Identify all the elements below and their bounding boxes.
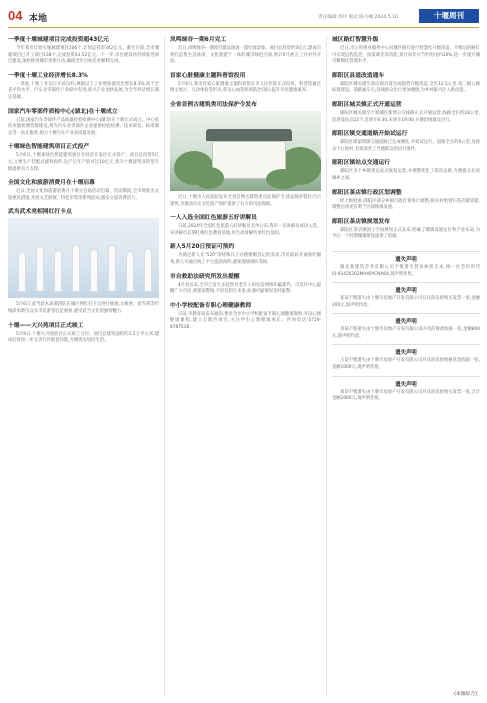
page-number: 04	[8, 8, 23, 23]
article-headline: 郧阳区镇交通道路开始试运行	[332, 131, 408, 138]
notice-body: 张某不慎遗失由十堰市房地产开发有限公司开具的房屋购买发票一张,金额200元,现声明作废。	[332, 296, 480, 308]
article-body: 5月9日,十堰大兴苑项目正式竣工交付。项目总建筑面积约1.2万平方米,建成后将进一步完善片区配套功能,方便周边居民生活。	[8, 331, 159, 344]
dancer-figure	[18, 252, 26, 292]
article-headline: 一季度十堰城建项目完成投资超43亿元	[8, 37, 109, 43]
article-headline: 武当武术亮相网红打卡点	[8, 209, 72, 216]
article	[332, 130, 480, 153]
article-body: 郧阳区城关镇至十堰城区新增公交线路正式开通运营,线路全长约18公里,沿途设站点22个,首班车6:30,末班车19:00,方便沿线群众出行。	[332, 110, 480, 123]
article-body: 郧阳区城关镇至茶店镇县道完成提档升级改造,全长12.5公里,按二级公路标准建设。道路通车后,沿线群众出行更加便捷,为乡村振兴注入新动能。	[332, 81, 480, 94]
article	[332, 72, 480, 95]
article-headline: 郧阳区茶店镇规划发布	[332, 218, 390, 225]
article-body: 郧阳区茶店镇国土空间规划正式发布,明确了城镇发展定位和产业布局,为今后一个时期城镇建设提供了依据。	[332, 227, 480, 240]
article	[332, 101, 480, 124]
page-source-note: (本版综合)	[454, 692, 477, 697]
article	[170, 302, 321, 332]
dancer-figure	[144, 248, 152, 292]
article-headline: 十堰绿色智能建筑项目正式投产	[8, 144, 90, 151]
article	[170, 273, 321, 296]
article-body: 近日,市公用事业服务中心对城区路灯进行智慧化升级改造。升级后的路灯可实现远程监控、按需调光等功能,预计每年可节约用电约20%,进一步提升城市精细化管理水平。	[332, 46, 480, 65]
article-headline: 首家心脏健康主题科普馆投用	[170, 72, 246, 79]
article-headline: 国家汽车零部件质检中心(湖北)在十堰成立	[8, 108, 118, 115]
notice-title: 遗失声明	[395, 381, 417, 388]
article-headline: 郧阳区县道改造通车	[332, 72, 385, 79]
article-headline: 一季度十堰工业经济增长8.3%	[8, 72, 88, 79]
article	[170, 72, 321, 95]
notice-body: 李某不慎遗失由十堰市房地产开发有限公司开具的收款收据一张,金额800元,现声明作废。	[332, 327, 480, 339]
article-body: 一季度,十堰工业运行开局良好,规模以上工业增加值同比增长8.3%,高于全省平均水平。汽车及零部件产业稳中有进,新兴产业加快发展,为全年经济增长奠定基础。	[8, 81, 159, 100]
notice-body: 刘某不慎遗失由十堰市房地产开发有限公司开具的房屋购买发票一张,合计金额2000元,现声明作废。	[332, 389, 480, 402]
editor-credits: 责任编辑:李玲 版式:陈小楠 2024.5.10	[318, 15, 398, 20]
dancers-photo	[8, 218, 159, 298]
article-headline: 郧阳区镇站点交通运行	[332, 160, 390, 167]
column-divider	[326, 36, 327, 697]
article-body: 近日,凤鸣绿谷一期项目建设现场一派忙碌景象。项目总投资约3亿元,建成后将打造集生态休闲、文化旅游于一体的城市绿色空间,预计6月底完工并对外开放。	[170, 46, 321, 65]
column-left	[8, 36, 159, 703]
dancer-figure	[126, 251, 134, 292]
article-body: 为满足新人在"520"等特殊日子办理婚姻登记的需求,市民政局开通预约服务,新人可通过线上平台提前预约,避免现场排队等候。	[170, 253, 321, 265]
notice-title: 遗失声明	[395, 256, 417, 263]
article	[332, 159, 480, 182]
article-body: 今年我市计划实施城建项目206个,计划总投资342亿元。截至目前,全市城建项目已开工项目138个,完成投资43.52亿元。下一步,市住建局将持续推进项目建设,加快推进城市更新行动,确保全年目标任务顺利完成。	[8, 46, 159, 65]
article	[8, 108, 159, 138]
tree	[266, 169, 300, 189]
notice-title: 遗失声明	[395, 319, 417, 326]
article-body: 4月份以来,全市已发生多起涉及老年人的电信网络诈骗案件。市反诈中心提醒广大市民,要提高警惕,不轻信陌生来电,如遇可疑情况及时报警。	[170, 282, 321, 295]
newspaper-logo: 十堰周刊	[419, 9, 479, 23]
article-body: 经上级批准,郧阳区部分乡镇行政区划进行调整,相关村组划归茶店镇管辖,调整后将更有利于区域统筹发展。	[332, 198, 480, 211]
article	[8, 36, 159, 66]
notice-title: 遗失声明	[395, 350, 417, 357]
lost-notice	[332, 282, 480, 309]
article-headline: 十堰——大兴苑项目正式竣工	[8, 322, 84, 329]
article	[332, 189, 480, 212]
article	[170, 101, 321, 208]
ancient-building-photo	[170, 111, 321, 191]
column-divider	[164, 36, 165, 697]
article	[8, 208, 159, 315]
article	[170, 243, 321, 266]
article	[332, 218, 480, 241]
article-headline: 凤鸣绿谷一期6月完工	[170, 37, 227, 43]
article-headline: 郧阳区城关镇正式开通运营	[332, 101, 402, 108]
article	[332, 36, 480, 66]
notice-body: 湖北某建筑劳务有限公司不慎遗失营业执照正本,统一社会信用代码:91420302MA49YCNA6A,现声明作废。	[332, 264, 480, 277]
column-right	[332, 36, 480, 703]
column-middle	[170, 36, 321, 703]
article-headline: 郧阳区茶店镇行政区划调整	[332, 189, 402, 196]
article	[8, 322, 159, 345]
header-rule	[8, 27, 479, 28]
dancer-figure	[54, 250, 62, 292]
article	[8, 143, 159, 173]
article-headline: 中小学校配备专职心理健康教师	[170, 302, 252, 309]
article-body: 日前,国家汽车零部件产品质量检验检测中心(湖北)在十堰正式成立。中心依托本地检测资源建设,将为汽车及零部件企业提供检验检测、技术研发、标准制定等一站式服务,助力十堰汽车产业高质量发展。	[8, 117, 159, 136]
lost-notice	[332, 313, 480, 340]
article-body: 日前,市教育局发布通知,要求全市中小学校配备专职心理健康教师,开设心理健康课程,建立心理咨询室,关注学生心理健康成长。咨询电话:0719-8787518。	[170, 311, 321, 330]
article-body: 5月6日,武当武术表演团队在城区网红打卡点进行展演,太极拳、武当剑等传统武术吸引众多市民游客驻足观看,感受武当文化的独特魅力。	[8, 302, 159, 314]
notice-body: 王某不慎遗失由十堰市房地产开发有限公司开具的房屋维修基金收据一张,金额1000元,现声明作废。	[332, 358, 480, 371]
article-body: 5月6日,我市首家心脏健康主题科普馆在市人民医院正式投用。科普馆通过图文展示、互动体验等形式,普及心血管疾病防治知识,提升市民健康素养。	[170, 81, 321, 94]
dancer-figure	[108, 245, 116, 292]
article	[8, 72, 159, 102]
building-roof	[206, 129, 292, 141]
article-headline: 城区路灯智慧升级	[332, 37, 379, 43]
article	[8, 179, 159, 202]
article-headline: 全国文化和旅游消费月在十堰启幕	[8, 180, 95, 187]
dancer-figure	[72, 244, 80, 292]
article-body: 郧阳区谭家湾镇交通道路已完成硬化,开始试运行。道路全长约6公里,连接多个行政村,有效改善了当地群众的出行条件。	[332, 140, 480, 152]
lost-notice	[332, 251, 480, 278]
article-headline: 全省首例古建筑类司法保护令发布	[170, 101, 257, 108]
lost-notice	[332, 376, 480, 403]
article-body: 近日,十堰市人民法院发布全省首例古建筑类司法保护令,依法保护辖区内古建筑,为推动历史文化遗产保护提供了有力的司法保障。	[170, 194, 321, 207]
article-body: 郧阳区多个乡镇客运站点恢复运营,并调整优化了班次安排,方便群众往返城乡之间。	[332, 169, 480, 181]
article-headline: 新人5月20日预证可预约	[170, 244, 235, 251]
article-body: 近日,全国文化和旅游消费月十堰分会场活动启幕。活动期间,全市将推出文旅惠民措施,开展文艺展演、特色市集等系列活动,激发文旅消费活力。	[8, 189, 159, 201]
dancer-figure	[90, 249, 98, 292]
tree	[194, 167, 224, 189]
lost-notice	[332, 344, 480, 371]
page-section-name: 本地	[29, 14, 48, 24]
notice-title: 遗失声明	[395, 288, 417, 295]
article	[170, 36, 321, 66]
article	[170, 214, 321, 237]
masthead	[0, 0, 487, 36]
article-body: 日前,2024年全国红色旅游五好讲解员名单公布,我市一名讲解员成功入选。该讲解员长期扎根红色教育基地,用生动讲解传承红色基因。	[170, 224, 321, 236]
article-body: 5月6日,十堰某绿色智能建筑项目在经济开发区正式投产。项目总投资5亿元,主要生产装配式建筑构件,达产后年产值可达10亿元,将为十堰建筑业转型升级提供有力支撑。	[8, 153, 159, 172]
article-headline: 一人入选全国红色旅游五好讲解员	[170, 215, 257, 222]
dancer-figure	[36, 246, 44, 292]
article-headline: 市自救助法研究所发出提醒	[170, 273, 240, 280]
